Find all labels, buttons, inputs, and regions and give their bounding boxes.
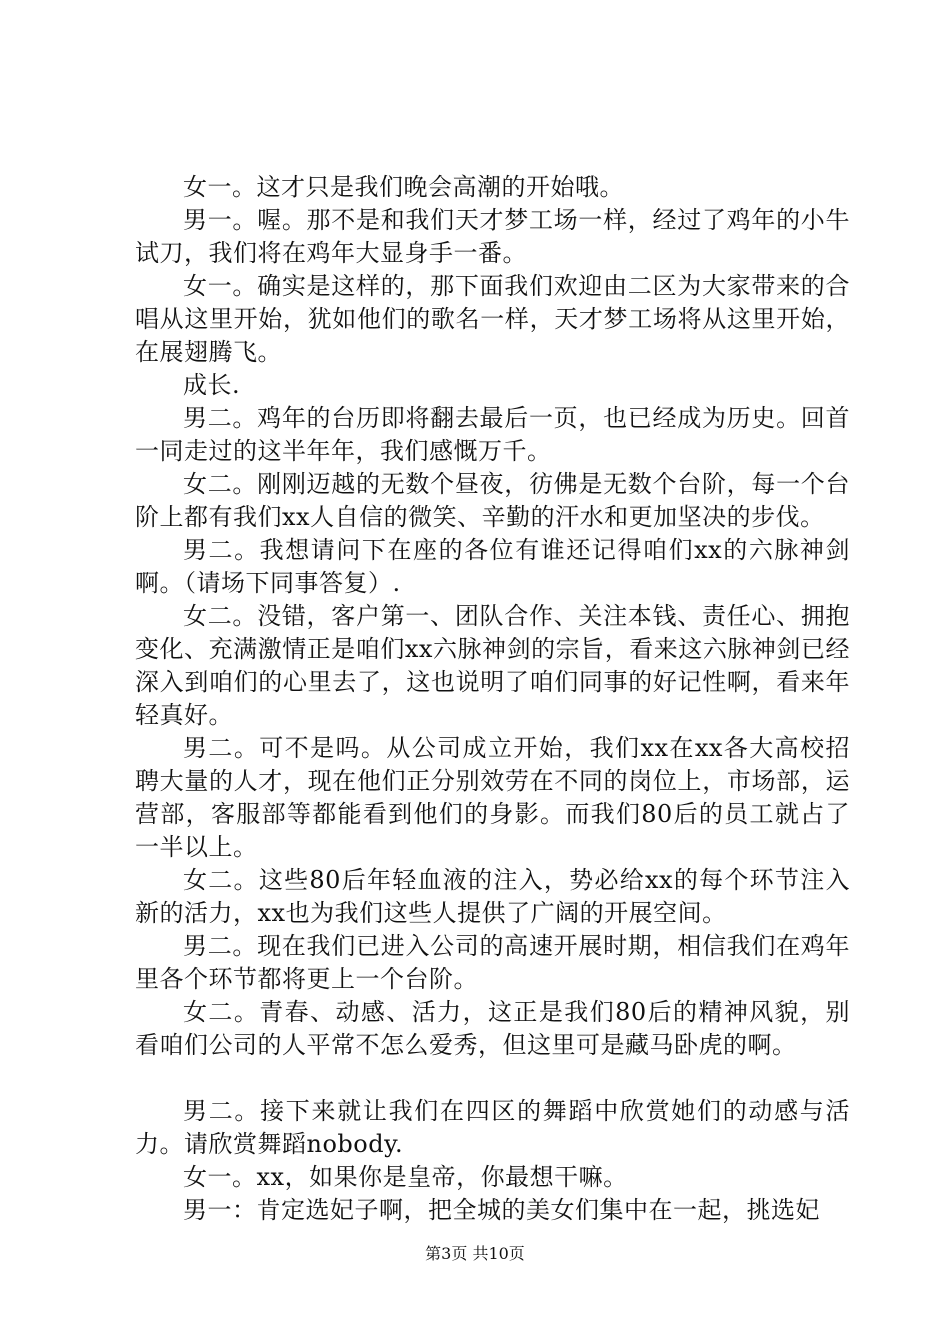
- paragraph-9: 男二。可不是吗。从公司成立开始，我们xx在xx各大高校招聘大量的人才，现在他们正分别效劳在不同的岗位上，市场部，运营部，客服部等都能看到他们的身影。而我们80后的员工就占了一半以上。: [135, 734, 850, 861]
- document-body: [135, 171, 850, 1227]
- paragraph-8: 女二。没错，客户第一、团队合作、关注本钱、责任心、拥抱变化、充满激情正是咱们xx六脉神剑的宗旨，看来这六脉神剑已经深入到咱们的心里去了，这也说明了咱们同事的好记性啊，看来年轻真好。: [135, 602, 850, 729]
- paragraph-13: 男二。接下来就让我们在四区的舞蹈中欣赏她们的动感与活力。请欣赏舞蹈nobody.: [135, 1097, 850, 1158]
- paragraph-2: 男一。喔。那不是和我们天才梦工场一样，经过了鸡年的小牛试刀，我们将在鸡年大显身手一番。: [135, 206, 850, 267]
- paragraph-14: 女一。xx，如果你是皇帝，你最想干嘛。: [183, 1163, 628, 1191]
- paragraph-4: 成长.: [183, 371, 241, 399]
- paragraph-3: 女一。确实是这样的，那下面我们欢迎由二区为大家带来的合唱从这里开始，犹如他们的歌名一样，天才梦工场将从这里开始，在展翅腾飞。: [135, 272, 850, 366]
- paragraph-1: 女一。这才只是我们晚会高潮的开始哦。: [183, 173, 624, 201]
- paragraph-7: 男二。我想请问下在座的各位有谁还记得咱们xx的六脉神剑啊。（请场下同事答复）.: [135, 536, 850, 597]
- page-number-footer: 第3页 共10页: [425, 1244, 525, 1263]
- paragraph-6: 女二。刚刚迈越的无数个昼夜，彷佛是无数个台阶，每一个台阶上都有我们xx人自信的微笑、辛勤的汗水和更加坚决的步伐。: [135, 470, 850, 531]
- paragraph-12: 女二。青春、动感、活力，这正是我们80后的精神风貌，别看咱们公司的人平常不怎么爱秀，但这里可是藏马卧虎的啊。: [135, 998, 850, 1059]
- paragraph-5: 男二。鸡年的台历即将翻去最后一页，也已经成为历史。回首一同走过的这半年年，我们感慨万千。: [135, 404, 850, 465]
- paragraph-15: 男一：肯定选妃子啊，把全城的美女们集中在一起，挑选妃: [183, 1196, 820, 1224]
- paragraph-10: 女二。这些80后年轻血液的注入，势必给xx的每个环节注入新的活力，xx也为我们这些人提供了广阔的开展空间。: [135, 866, 850, 927]
- paragraph-11: 男二。现在我们已进入公司的高速开展时期，相信我们在鸡年里各个环节都将更上一个台阶。: [135, 932, 850, 993]
